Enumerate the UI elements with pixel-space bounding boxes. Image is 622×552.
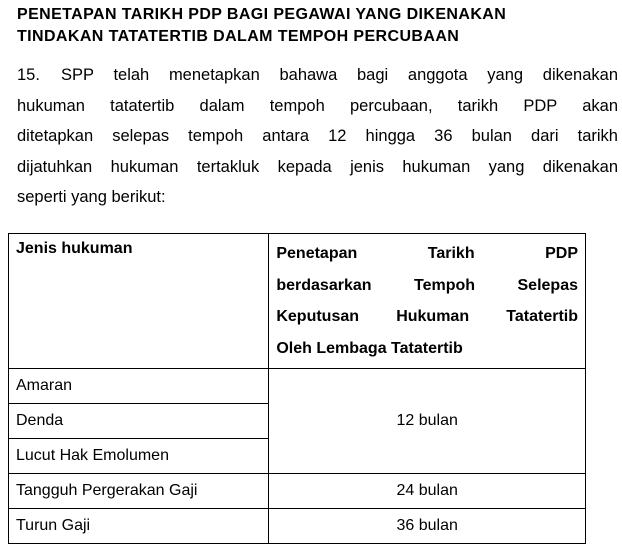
header-pdp-line-2: berdasarkan Tempoh Selepas xyxy=(276,276,578,294)
paragraph-line-1 xyxy=(17,60,618,91)
paragraph-line-5: seperti yang berikut: xyxy=(17,188,166,207)
paragraph-15 xyxy=(17,60,618,213)
paragraph-number: 15. xyxy=(17,66,40,84)
header-punishment-type: Jenis hukuman xyxy=(9,234,269,369)
heading-line-2: TINDAKAN TATATERTIB DALAM TEMPOH PERCUBAAN xyxy=(17,28,460,45)
period-cell: 24 bulan xyxy=(269,474,586,509)
paragraph-line-4: dijatuhkan hukuman tertakluk kepada jenis hukuman yang dikenakan xyxy=(17,157,618,176)
table-row xyxy=(9,474,586,509)
header-pdp-line-1: Penetapan Tarikh PDP xyxy=(276,245,578,262)
heading-line-1: PENETAPAN TARIKH PDP BAGI PEGAWAI YANG DIKENAKAN xyxy=(17,6,507,23)
header-pdp-date xyxy=(269,234,586,369)
punishment-cell: Tangguh Pergerakan Gaji xyxy=(9,474,269,509)
paragraph-line-3: ditetapkan selepas tempoh antara 12 hingga 36 bulan dari tarikh xyxy=(17,127,618,146)
section-heading xyxy=(17,4,617,48)
table-row xyxy=(9,509,586,544)
period-cell: 36 bulan xyxy=(269,509,586,544)
header-pdp-line-4: Oleh Lembaga Tatatertib xyxy=(276,339,463,357)
punishment-cell: Turun Gaji xyxy=(9,509,269,544)
paragraph-line-1-text: SPP telah menetapkan bahawa bagi anggota yang dikenakan xyxy=(61,66,618,84)
punishment-cell: Amaran xyxy=(9,369,269,404)
punishment-table xyxy=(8,233,586,544)
paragraph-line-2: hukuman tatatertib dalam tempoh percubaan, tarikh PDP akan xyxy=(17,96,618,115)
punishment-cell: Lucut Hak Emolumen xyxy=(9,439,269,474)
period-cell-merged: 12 bulan xyxy=(269,369,586,474)
table-row xyxy=(9,369,586,404)
punishment-cell: Denda xyxy=(9,404,269,439)
table-header-row xyxy=(9,234,586,369)
header-pdp-line-3: Keputusan Hukuman Tatatertib xyxy=(276,308,578,325)
